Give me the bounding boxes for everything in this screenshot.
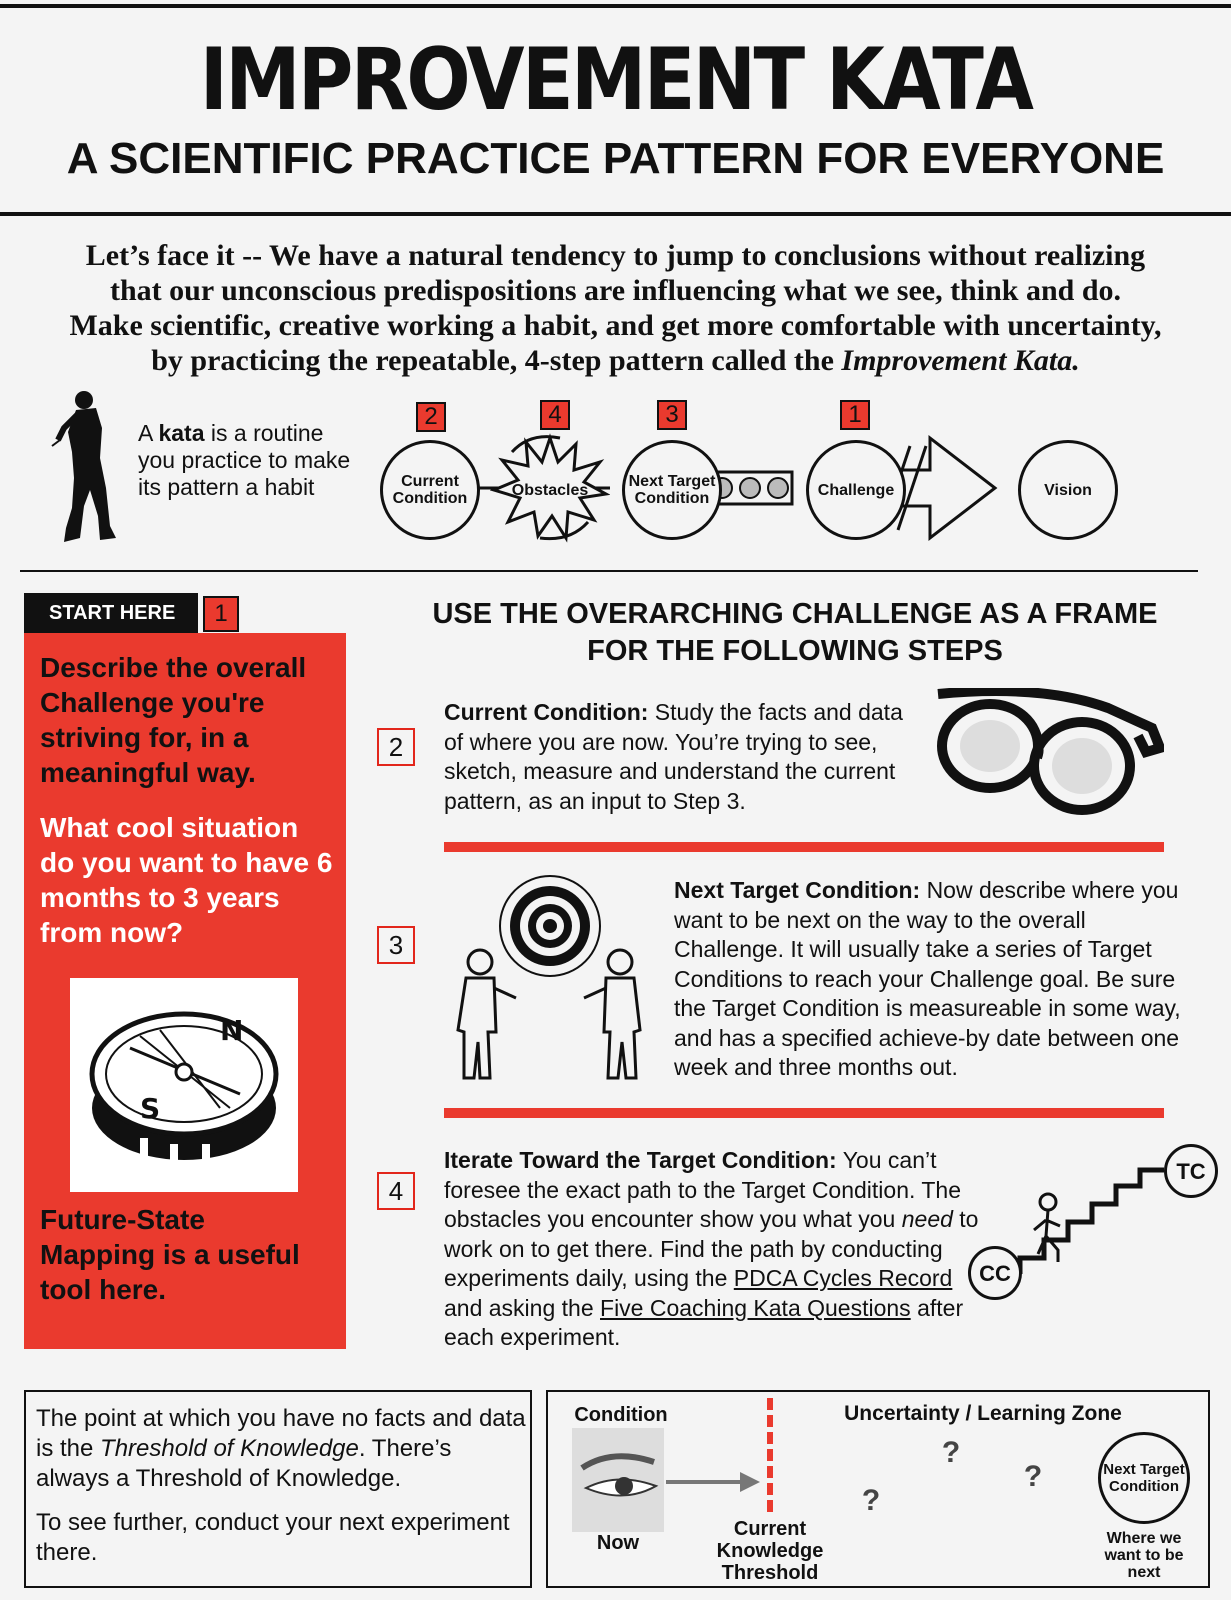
challenge-description: Describe the overall Challenge you're striving for, in a meaningful way. <box>40 652 307 788</box>
intro-line-3: Make scientific, creative working a habit, and get more comfortable with uncertainty, <box>69 309 1162 342</box>
start-number: 1 <box>203 596 239 632</box>
step-2-title: Current Condition: <box>444 699 649 725</box>
threshold-emphasis: Threshold of Knowledge <box>100 1435 359 1462</box>
target-condition-badge: TC <box>1164 1144 1218 1198</box>
compass-illustration <box>70 978 298 1192</box>
glasses-icon <box>932 688 1164 820</box>
svg-text:S: S <box>140 1092 161 1125</box>
frame-heading <box>400 596 1190 670</box>
page-title: IMPROVEMENT KATA <box>199 30 1032 130</box>
step-4-number: 4 <box>377 1172 415 1210</box>
question-mark-3: ? <box>861 1484 881 1517</box>
page-subtitle: A SCIENTIFIC PRACTICE PATTERN FOR EVERYONE <box>66 134 1165 183</box>
step-3-number: 3 <box>377 926 415 964</box>
flow-vision: Vision <box>1018 440 1118 540</box>
threshold-text <box>36 1404 526 1568</box>
intro-line-1: Let’s face it -- We have a natural tendency to jump to conclusions without realizing <box>85 239 1146 272</box>
five-coaching-kata-questions-link[interactable]: Five Coaching Kata Questions <box>600 1294 911 1321</box>
kata-word: kata <box>158 420 205 446</box>
step-divider-2 <box>444 1108 1164 1118</box>
now-label: Now <box>596 1532 640 1554</box>
step-divider-1 <box>444 842 1164 852</box>
svg-text:N: N <box>220 1014 244 1047</box>
flow-next-target-condition: Next Target Condition <box>622 440 722 540</box>
section-rule <box>20 570 1198 572</box>
intro-paragraph <box>20 238 1211 378</box>
next-target-condition-circle: Next Target Condition <box>1098 1432 1190 1524</box>
flow-number-next: 3 <box>657 400 687 430</box>
future-state-mapping-note: Future-State Mapping is a useful tool here. <box>40 1204 300 1305</box>
flow-connectors <box>370 430 1130 550</box>
threshold-arrow <box>664 1470 764 1494</box>
eye-icon <box>572 1428 664 1532</box>
flow-obstacles-label: Obstacles <box>511 482 589 499</box>
step-4-title: Iterate Toward the Target Condition: <box>444 1147 837 1173</box>
target-people-icon <box>450 872 650 1086</box>
step-4-emphasis: need <box>901 1206 953 1232</box>
step-4-text: Iterate Toward the Target Condition: You can’t foresee the exact path to the Target Condition. The obstacles you encounter show you what you need to work on to get there. Find the path by conducting experiments daily, using the PDCA Cycles Record and asking the Five Coaching Kata Questions after each experiment. <box>444 1147 979 1350</box>
pdca-cycles-record-link[interactable]: PDCA Cycles Record <box>733 1265 953 1291</box>
step-2-number: 2 <box>377 728 415 766</box>
start-here-label: START HERE <box>24 593 198 633</box>
compass-icon <box>70 978 298 1192</box>
intro-line-4: by practicing the repeatable, 4-step pattern called the Improvement Kata. <box>151 344 1080 377</box>
flow-number-obstacles: 4 <box>540 400 570 430</box>
condition-label: Condition <box>574 1404 668 1426</box>
threshold-advice: To see further, conduct your next experiment there. <box>36 1509 510 1566</box>
top-rule <box>0 4 1231 8</box>
intro-emphasis: Improvement Kata. <box>841 344 1080 377</box>
threshold-definition: The point at which you have no facts and data is the Threshold of Knowledge. There’s always a Threshold of Knowledge. <box>36 1405 526 1492</box>
flow-current-condition: Current Condition <box>380 440 480 540</box>
flow-number-challenge: 1 <box>840 400 870 430</box>
current-condition-badge: CC <box>968 1246 1022 1300</box>
frame-heading-line-2: FOR THE FOLLOWING STEPS <box>587 635 1003 667</box>
step-2-text: Current Condition: Study the facts and data of where you are now. You’re trying to see, sketch, measure and understand the current pattern, as an input to Step 3. <box>444 699 903 814</box>
threshold-line <box>767 1398 773 1512</box>
question-mark-1: ? <box>941 1436 961 1469</box>
challenge-question: What cool situation do you want to have 6 months to 3 years from now? <box>40 812 333 948</box>
step-3-text: Next Target Condition: Now describe where you want to be next on the way to the overall Challenge. It will usually take a series of Target Conditions to reach your Challenge goal. Be sure the Target Condition is measureable in some way, and has a specified achieve-by date between one week and three months out. <box>674 877 1181 1080</box>
step-3-title: Next Target Condition: <box>674 877 921 903</box>
uncertainty-zone-label: Uncertainty / Learning Zone <box>844 1402 1122 1425</box>
flow-challenge: Challenge <box>806 440 906 540</box>
intro-line-2: that our unconscious predispositions are influencing what we see, think and do. <box>109 274 1122 307</box>
header-rule <box>0 212 1231 216</box>
current-knowledge-threshold-label: Current Knowledge Threshold <box>716 1518 824 1584</box>
question-mark-2: ? <box>1023 1460 1043 1493</box>
where-we-want-to-be-label: Where we want to be next <box>1104 1530 1184 1581</box>
frame-heading-line-1: USE THE OVERARCHING CHALLENGE AS A FRAME <box>432 598 1158 630</box>
flow-number-current: 2 <box>416 402 446 432</box>
golfer-icon <box>50 388 125 548</box>
kata-definition: A kata is a routine you practice to make its pattern a habit <box>138 420 351 500</box>
